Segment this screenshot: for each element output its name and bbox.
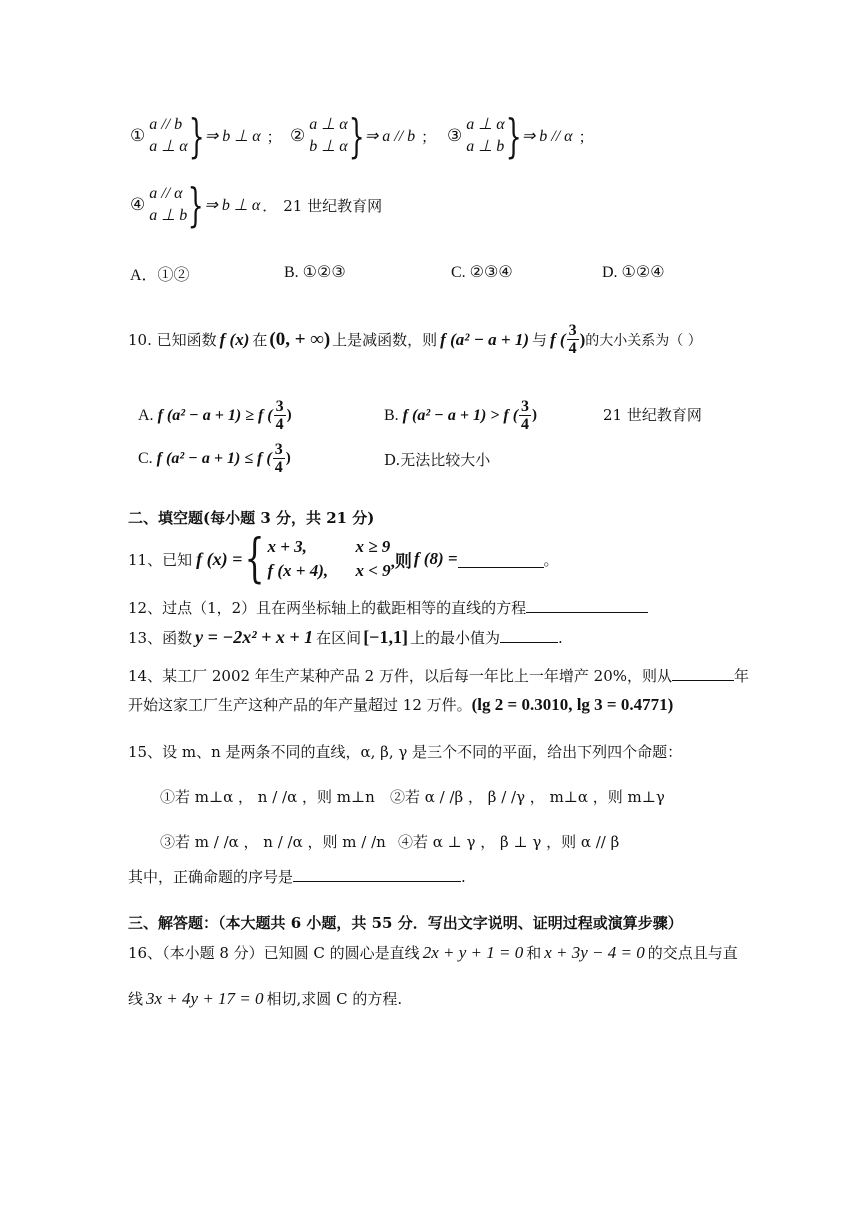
q10-option-d: D.无法比较大小 bbox=[384, 451, 491, 469]
q12 bbox=[128, 597, 648, 618]
q13-interval: [−1,1] bbox=[363, 627, 408, 647]
q9-item-2-premise-1: a ⊥ α bbox=[309, 116, 348, 133]
q9-item-3-num: ③ bbox=[447, 126, 463, 146]
q9-item-1-premise-2: a ⊥ α bbox=[149, 138, 188, 155]
q10-option-c-fraction bbox=[273, 441, 285, 476]
q10-option-c-close: ) bbox=[285, 450, 291, 466]
brace-icon: } bbox=[188, 109, 205, 163]
q10-option-a-fraction bbox=[274, 398, 286, 433]
q10-option-c-lhs: f (a² − a + 1) ≤ f ( bbox=[156, 449, 272, 467]
q9-item-1-num: ① bbox=[130, 126, 146, 146]
q13-prefix: 13、函数 bbox=[128, 629, 193, 647]
q14-line-2-text: 开始这家工厂生产这种产品的年产量超过 12 万件。 bbox=[128, 696, 472, 714]
q9-item-4-num: ④ bbox=[130, 195, 146, 215]
fraction-numerator: 3 bbox=[521, 398, 530, 415]
q9-item-4-sep: ． bbox=[262, 196, 278, 215]
q9-item-2-premise-2: b ⊥ α bbox=[309, 138, 348, 155]
q10-option-b-fraction bbox=[519, 398, 531, 433]
q15-proposition-2: ②若 α / /β ， β / /γ ， m⊥α ，则 m⊥γ bbox=[390, 788, 665, 806]
q10-expr2-open: f ( bbox=[550, 329, 566, 349]
q10-option-a-lhs: f (a² − a + 1) ≥ f ( bbox=[157, 406, 273, 424]
q9-item-1-conclusion: ⇒ b ⊥ α bbox=[204, 128, 261, 145]
q11-ask: f (8) = bbox=[413, 549, 458, 568]
q16-eq-2: x + 3y − 4 = 0 bbox=[544, 943, 645, 962]
q11-then: ,则 bbox=[390, 551, 412, 571]
answer-blank[interactable] bbox=[458, 551, 544, 568]
q11-case-1-cond: x ≥ 9 bbox=[355, 537, 391, 556]
q10-tail: 的大小关系为（ ） bbox=[585, 332, 702, 349]
q11-case-1-expr: x + 3, bbox=[267, 537, 307, 556]
q13-expr: y = −2x² + x + 1 bbox=[195, 627, 314, 647]
q14-logs: (lg 2 = 0.3010, lg 3 = 0.4771) bbox=[471, 695, 674, 714]
q10-option-a-label: A. bbox=[138, 406, 154, 424]
q16-line-1-text: 16、（本小题 8 分）已知圆 C 的圆心是直线 bbox=[128, 944, 420, 962]
q10-mid: 上是减函数，则 bbox=[332, 331, 438, 349]
q9-item-2-conclusion: ⇒ a // b bbox=[364, 128, 416, 145]
q11-prefix: 11、已知 bbox=[128, 550, 193, 569]
q15-intro: 15、设 m、n 是两条不同的直线，α, β, γ 是三个不同的平面，给出下列四个命题： bbox=[128, 743, 683, 761]
q10-option-b-lhs: f (a² − a + 1) > f ( bbox=[402, 406, 519, 424]
q16-line-2-text: 线 bbox=[128, 990, 144, 1008]
q11-function: f (x) = bbox=[196, 548, 243, 569]
q16-eq-3: 3x + 4y + 17 = 0 bbox=[146, 989, 264, 1008]
q10-interval: (0, + ∞) bbox=[269, 328, 331, 350]
q9-item-3-premise-2: a ⊥ b bbox=[466, 138, 505, 155]
fraction-denominator: 4 bbox=[275, 416, 284, 433]
q10-option-a bbox=[138, 398, 292, 433]
q10-fraction-denominator: 4 bbox=[568, 340, 577, 357]
q12-text: 12、过点（1，2）且在两坐标轴上的截距相等的直线的方程 bbox=[128, 599, 527, 617]
q9-item-4-premise-2: a ⊥ b bbox=[149, 207, 188, 224]
brace-icon: } bbox=[348, 109, 365, 163]
q10-expr2-close: ) bbox=[579, 329, 586, 349]
q10-option-b-label: B. bbox=[384, 406, 399, 424]
q10-prefix: 10. 已知函数 bbox=[128, 331, 217, 349]
answer-blank[interactable] bbox=[672, 666, 734, 681]
q11-case-1 bbox=[267, 535, 390, 559]
fraction-numerator: 3 bbox=[275, 398, 284, 415]
q10-option-c-label: C. bbox=[138, 449, 153, 467]
q9-item-2-sep: ； bbox=[421, 127, 437, 146]
q10-function: f (x) bbox=[219, 329, 250, 349]
q10-stem bbox=[128, 322, 702, 357]
answer-blank[interactable] bbox=[526, 598, 648, 613]
q10-option-b-close: ) bbox=[532, 407, 538, 423]
q10-in: 在 bbox=[252, 331, 268, 349]
fraction-denominator: 4 bbox=[521, 416, 530, 433]
q9-item-3 bbox=[447, 109, 594, 163]
q15-end: . bbox=[461, 868, 466, 886]
q13-tail: 上的最小值为 bbox=[409, 629, 500, 647]
q9-item-3-premise-1: a ⊥ α bbox=[466, 116, 505, 133]
answer-blank[interactable] bbox=[293, 867, 461, 882]
q10-and: 与 bbox=[532, 331, 548, 349]
q9-item-2 bbox=[290, 109, 437, 163]
brace-icon: } bbox=[505, 109, 522, 163]
q15-proposition-3: ③若 m / /α ， n / /α ，则 m / /n bbox=[160, 833, 386, 851]
q16-line-2 bbox=[128, 988, 402, 1009]
q11-case-2-expr: f (x + 4), bbox=[267, 561, 329, 580]
q16-eq-1: 2x + y + 1 = 0 bbox=[422, 943, 524, 962]
q9-item-4-conclusion: ⇒ b ⊥ α bbox=[204, 197, 261, 214]
q9-option-a: A．①② bbox=[130, 267, 190, 284]
q10-fraction bbox=[567, 322, 579, 357]
q13-end: . bbox=[557, 629, 563, 647]
q15-ask bbox=[128, 866, 466, 887]
q11 bbox=[128, 529, 559, 589]
q9-item-2-num: ② bbox=[290, 126, 306, 146]
fraction-numerator: 3 bbox=[274, 441, 283, 458]
watermark-text: 21 世纪教育网 bbox=[283, 196, 383, 215]
q10-option-a-close: ) bbox=[286, 407, 292, 423]
q11-cases bbox=[267, 535, 390, 583]
section-heading-fill-in: 二、填空题(每小题 3 分，共 21 分) bbox=[128, 509, 375, 527]
q9-item-4-premise-1: a // α bbox=[149, 185, 183, 202]
q15-proposition-1: ①若 m⊥α ， n / /α ，则 m⊥n bbox=[160, 788, 375, 806]
q11-case-2-cond: x < 9 bbox=[355, 561, 391, 580]
q14-line-1-year: 年 bbox=[734, 667, 750, 685]
q9-item-4 bbox=[130, 178, 383, 232]
q9-option-d: D. ①②④ bbox=[602, 264, 665, 281]
q16-line-1-tail: 的交点且与直 bbox=[647, 944, 738, 962]
q15-ask-text: 其中，正确命题的序号是 bbox=[128, 868, 294, 886]
q14-line-1-text: 14、某工厂 2002 年生产某种产品 2 万件，以后每一年比上一年增产 20%，则从 bbox=[128, 667, 672, 685]
q9-item-1-sep: ； bbox=[266, 127, 282, 146]
q14-line-1 bbox=[128, 665, 749, 686]
fraction-denominator: 4 bbox=[274, 459, 283, 476]
q9-item-1-premise-1: a // b bbox=[149, 116, 183, 133]
q9-item-3-conclusion: ⇒ b // α bbox=[521, 128, 573, 145]
q10-fraction-numerator: 3 bbox=[568, 322, 577, 339]
q15-proposition-4: ④若 α ⊥ γ ， β ⊥ γ ，则 α // β bbox=[398, 833, 620, 851]
left-brace-icon: { bbox=[244, 529, 265, 589]
q9-item-1 bbox=[130, 109, 282, 163]
q10-expr1: f (a² − a + 1) bbox=[440, 329, 529, 349]
q10-option-b bbox=[384, 398, 537, 433]
q13-in: 在区间 bbox=[316, 629, 362, 647]
q14-line-2 bbox=[128, 694, 673, 715]
answer-blank[interactable] bbox=[500, 628, 558, 643]
section-heading-solutions: 三、解答题：（本大题共 6 小题，共 55 分．写出文字说明、证明过程或演算步骤） bbox=[128, 914, 683, 932]
q16-line-1 bbox=[128, 942, 738, 963]
brace-icon: } bbox=[187, 178, 204, 232]
q13 bbox=[128, 627, 563, 648]
q9-option-c: C. ②③④ bbox=[451, 264, 513, 281]
q9-option-b: B. ①②③ bbox=[284, 264, 346, 281]
q16-and: 和 bbox=[526, 944, 542, 962]
q10-option-c bbox=[138, 441, 291, 476]
q11-case-2 bbox=[267, 559, 390, 583]
q9-item-3-sep: ； bbox=[578, 127, 594, 146]
watermark-text: 21 世纪教育网 bbox=[603, 406, 702, 424]
q16-line-2-tail: 相切,求圆 C 的方程. bbox=[266, 990, 403, 1008]
q11-end: 。 bbox=[543, 550, 559, 569]
